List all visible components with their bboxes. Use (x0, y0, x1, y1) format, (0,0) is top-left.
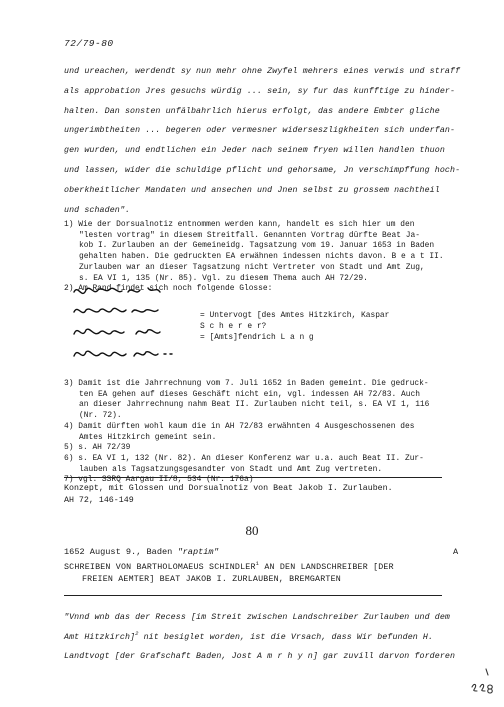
letter-line (64, 628, 455, 648)
footnote-line: vgl. SSRQ Aargau II/8, 534 (Nr. 176a) (78, 475, 254, 485)
footnote-line: Wie der Dorsualnotiz entnommen werden kann, handelt es sich hier um den (78, 220, 415, 229)
quote-line: halten. Dan sonsten unfälbahrlich hierus erfolgt, das andere Embter gliche (64, 106, 440, 116)
glosse-line: = Untervogt [des Amtes Hitzkirch, Kaspar (200, 311, 390, 320)
footnote-line: ten EA gehen auf dieses Geschäft nicht ein, vgl. indessen AH 72/83. Auch (79, 389, 420, 399)
letter-text: Amt Hitzkirch] (64, 632, 136, 642)
footnote-line: Damit ist die Jahrrechnung vom 7. Juli 1652 in Baden gemeint. Die gedruck- (78, 379, 429, 388)
quote-line: gen wurden, und endtlichen ein Jeder nach seinem fryen willen handlen thuon (64, 146, 445, 156)
letter-text: nit besiglet worden, ist die Vrsach, dass Wir befunden H. (138, 632, 434, 642)
document-letter: A (453, 547, 459, 557)
quote-line: und schaden". (64, 205, 131, 215)
footnote-number: 7) (64, 475, 74, 485)
footnote-line: (Nr. 72). (79, 411, 122, 421)
footnote-line: kob I. Zurlauben an der Gemeineidg. Tagsatzung vom 19. Januar 1653 in Baden (79, 241, 435, 251)
footnote-3 (64, 379, 454, 422)
quoted-text-block (64, 62, 461, 220)
footnote-number: 3) (64, 379, 74, 388)
footnote-line: s. EA VI 1, 135 (Nr. 85). Vgl. zu diesem Thema auch AH 72/29. (79, 273, 368, 283)
date-place: 1652 August 9., Baden (64, 547, 178, 557)
letter-line: Landtvogt [der Grafschaft Baden, Jost A m r h y n] gar zuvill darvon forderen (64, 652, 456, 662)
letter-text-block (64, 608, 455, 667)
footnote-line: Am Rand findet sich noch folgende Glosse: (78, 284, 273, 294)
footnote-line: "lesten vortrag" in diesem Streitfall. Genannten Vortrag dürfte Beat Ja- (79, 230, 420, 240)
document-heading (64, 562, 394, 586)
footnote-6 (64, 454, 454, 475)
glosse-line: S c h e r e r? (200, 322, 267, 331)
footnote-number: 1) (64, 220, 74, 229)
quote-line: ungerimbtheiten ... begeren oder vermesner widerseszligkheiten sich underfan- (64, 126, 456, 136)
handwritten-glosse-image (70, 282, 185, 372)
heading-text: AN DEN LANDSCHREIBER [DER (259, 563, 394, 572)
footnote-ref: 1 (255, 560, 260, 567)
date-place-line (64, 547, 219, 557)
footnote-5 (64, 443, 454, 454)
source-line: Konzept, mit Glossen und Dorsualnotiz von Beat Jakob I. Zurlauben. (64, 484, 393, 493)
footnote-line: s. EA VI 1, 132 (Nr. 82). An dieser Konferenz war u.a. auch Beat II. Zur- (78, 453, 424, 463)
document-number: 80 (245, 523, 259, 538)
footnote-line: lauben als Tagsatzungsgesandter von Stadt und Amt Zug vertreten. (79, 464, 383, 474)
heading-text: SCHREIBEN VON BARTHOLOMAEUS SCHINDLER (64, 563, 256, 572)
footnote-line: an dieser Jahrrechnung nahm Beat II. Zurlauben nicht teil, s. EA VI 1, 116 (79, 400, 430, 410)
footnote-4 (64, 422, 454, 443)
source-line: AH 72, 146-149 (64, 495, 134, 505)
footnote-line: Amtes Hitzkirch gemeint sein. (79, 432, 217, 442)
footnote-line: gehalten haben. Die gedruckten EA erwähnen indessen nichts davon. B e a t II. (79, 252, 444, 262)
quote-line: und ureachen, werdendt sy nun mehr ohne Zwyfel mehrers eines verwis und straff (64, 67, 461, 76)
footnote-number: 5) (64, 443, 74, 453)
heading-text: FREIEN AEMTER] BEAT JAKOB I. ZURLAUBEN, BREMGARTEN (82, 574, 341, 584)
footnote-number: 2) (64, 284, 74, 294)
page-reference: 72/79-80 (64, 38, 114, 49)
footnote-1 (64, 220, 454, 284)
quote-line: als approbation Jres gesuchs würdig ... sein, sy fur das kunfftige zu hinder- (64, 86, 456, 96)
footnotes-block-continued (64, 379, 454, 486)
footnote-ref: 2 (135, 629, 139, 637)
source-citation (64, 483, 393, 506)
footnote-number: 4) (64, 421, 74, 431)
quote-line: oberkheitlicher Mandaten und ansechen und Jnen selbst zu grossem nachtheil (64, 185, 440, 195)
section-divider (64, 595, 442, 596)
glosse-transcription (200, 310, 389, 343)
section-divider (64, 477, 442, 478)
date-annotation: "raptim" (177, 547, 219, 557)
quote-line: und lassen, wider die schuldige pflicht und gehorsame, Jn verschimpffung hoch- (64, 165, 461, 175)
footnote-line: s. AH 72/39 (78, 443, 131, 453)
footnote-line: Damit dürften wohl kaum die in AH 72/83 erwähnten 4 Ausgeschossenen des (78, 421, 415, 431)
letter-line: "Vnnd wnb das der Recess [im Streit zwischen Landschreiber Zurlauben und dem (64, 613, 450, 622)
footnote-number: 6) (64, 453, 74, 463)
glosse-line: = [Amts]fendrich L a n g (200, 333, 314, 342)
pencil-page-number (466, 665, 496, 695)
footnote-line: Zurlauben war an dieser Tagsatzung nicht Vertreter von Stadt und Amt Zug, (79, 262, 425, 272)
